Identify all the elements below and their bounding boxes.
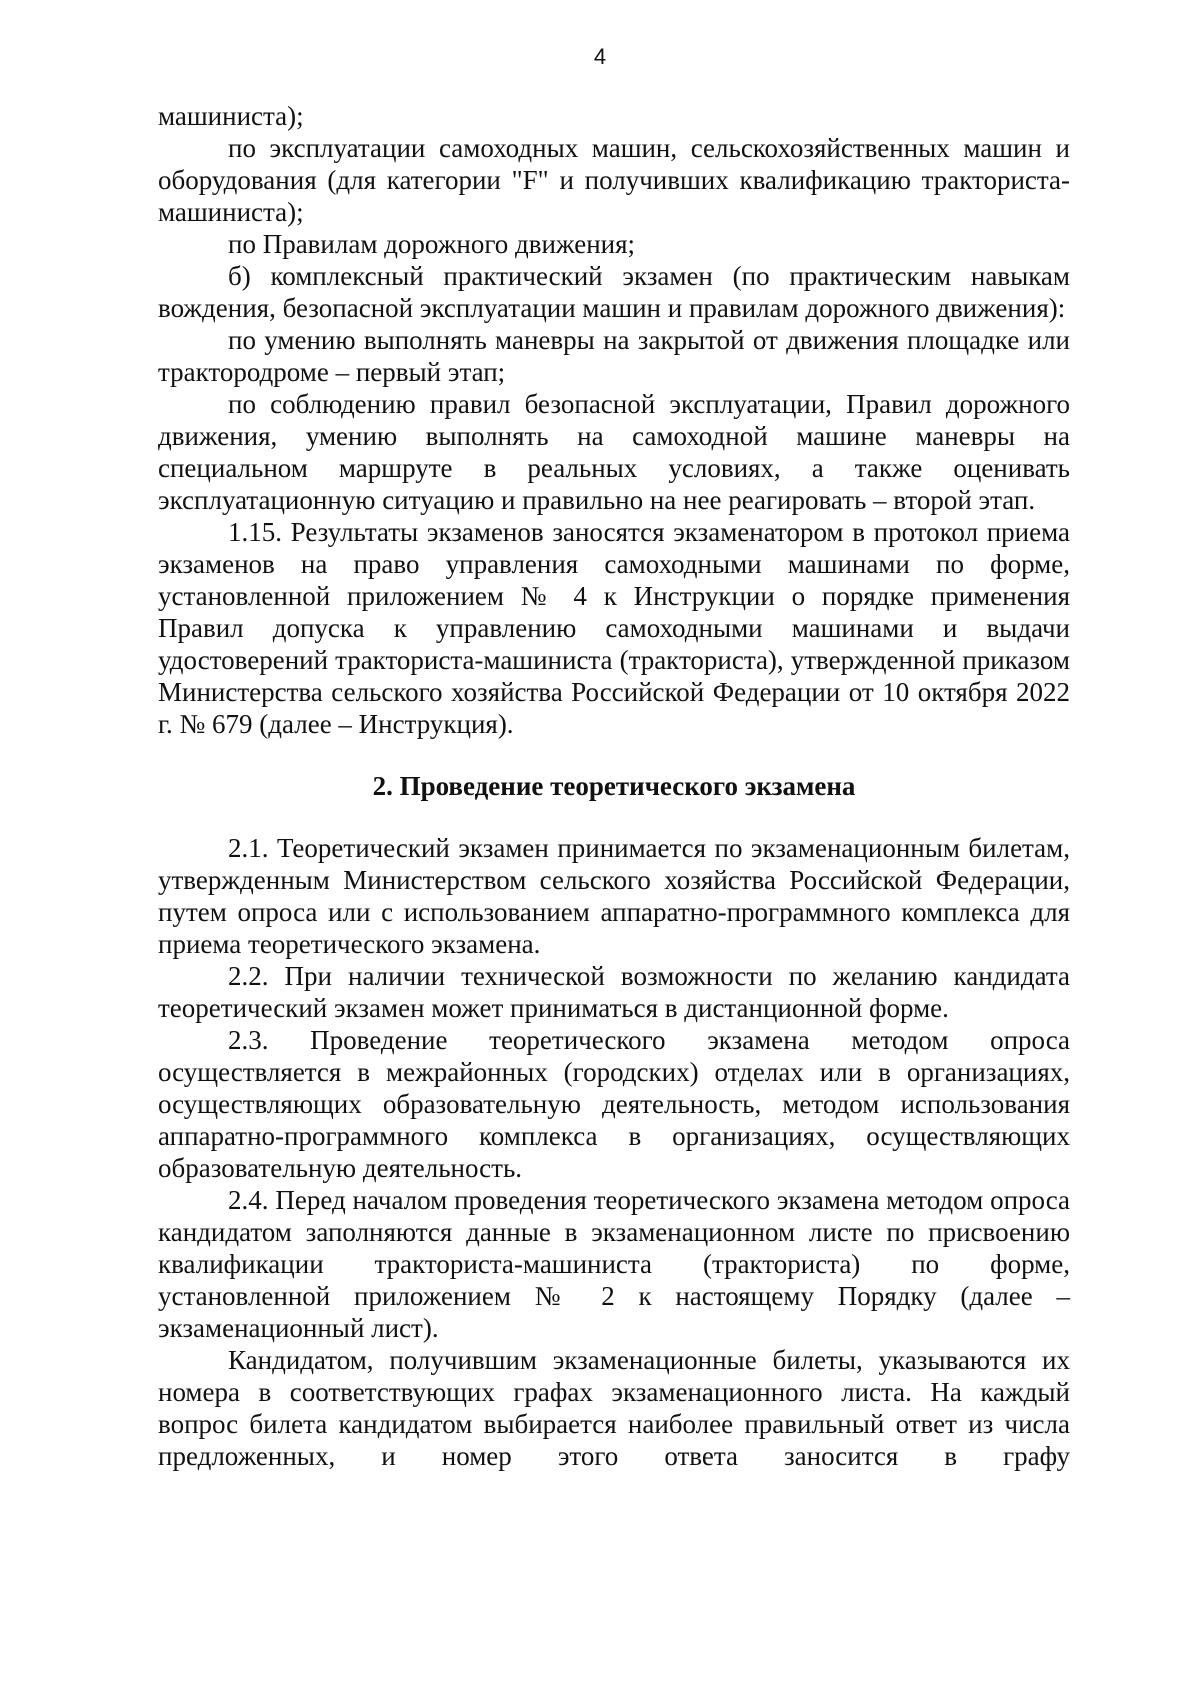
page-number: 4 (593, 44, 607, 69)
section-heading: 2. Проведение теоретического экзамена (372, 771, 856, 801)
paragraph: по Правилам дорожного движения; (228, 229, 636, 259)
paragraph: б) комплексный практический экзамен (по практическим навыкам вождения, безопасной эксплуатации машин и правилам дорожного движения): (158, 261, 1070, 323)
paragraph-2-2: 2.2. При наличии технической возможности по желанию кандидата теоретический экзамен может приниматься в дистанционной форме. (158, 961, 1070, 1023)
document-body (158, 100, 1070, 1472)
paragraph-continued: Кандидатом, получившим экзаменационные билеты, указываются их номера в соответствующих графах экзаменационного листа. На каждый вопрос билета кандидатом выбирается наиболее правильный ответ из числа предложенных, и номер этого ответа заносится в графу (158, 1345, 1070, 1471)
paragraph-2-3: 2.3. Проведение теоретического экзамена методом опроса осуществляется в межрайонных (городских) отделах или в организациях, осуществляющих образовательную деятельность, методом использования аппаратно-программного комплекса в организациях, осуществляющих образовательную деятельность. (158, 1025, 1070, 1183)
paragraph: по соблюдению правил безопасной эксплуатации, Правил дорожного движения, умению выполнять на самоходной машине маневры на специальном маршруте в реальных условиях, а также оценивать эксплуатационную ситуацию и правильно на нее реагировать – второй этап. (158, 389, 1070, 515)
paragraph-2-4: 2.4. Перед началом проведения теоретического экзамена методом опроса кандидатом заполняются данные в экзаменационном листе по присвоению квалификации тракториста-машиниста (тракториста) по форме, установленной приложением № 2 к настоящему Порядку (далее – экзаменационный лист). (158, 1185, 1070, 1343)
paragraph-2-1: 2.1. Теоретический экзамен принимается по экзаменационным билетам, утвержденным Министерством сельского хозяйства Российской Федерации, путем опроса или с использованием аппаратно-программного комплекса для приема теоретического экзамена. (158, 833, 1070, 959)
paragraph: по умению выполнять маневры на закрытой от движения площадке или трактородроме – первый этап; (158, 325, 1070, 387)
paragraph: по эксплуатации самоходных машин, сельскохозяйственных машин и оборудования (для категории "F" и получивших квалификацию тракториста-машиниста); (158, 133, 1070, 227)
paragraph-1-15: 1.15. Результаты экзаменов заносятся экзаменатором в протокол приема экзаменов на право управления самоходными машинами по форме, установленной приложением № 4 к Инструкции о порядке применения Правил допуска к управлению самоходными машинами и выдачи удостоверений тракториста-машиниста (тракториста), утвержденной приказом Министерства сельского хозяйства Российской Федерации от 10 октября 2022 г. № 679 (далее – Инструкция). (158, 517, 1070, 739)
paragraph: машиниста); (158, 101, 304, 131)
